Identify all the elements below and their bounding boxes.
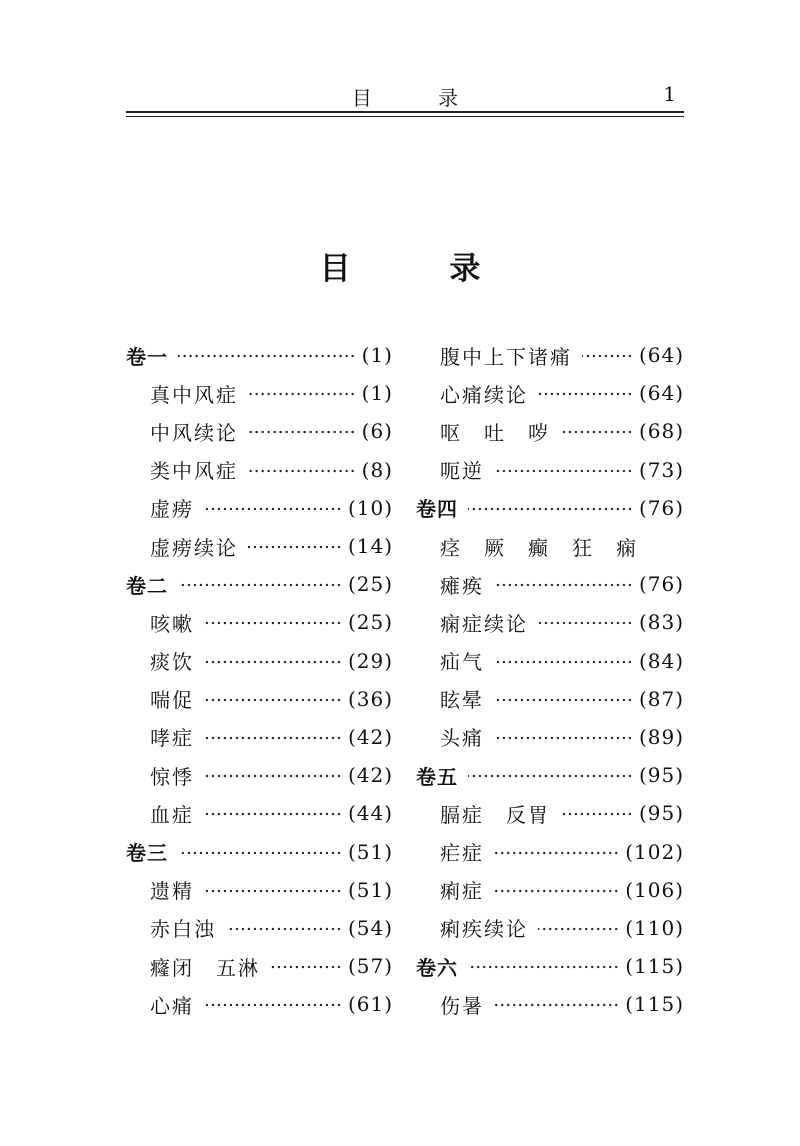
dot-leader	[248, 384, 356, 404]
dot-leader	[178, 575, 342, 595]
toc-entry[interactable]	[126, 489, 393, 527]
toc-entry-label: 眩晕	[440, 688, 484, 713]
toc-entry-label: 呕 吐 哕	[440, 420, 550, 445]
dot-leader	[178, 843, 342, 863]
toc-entry-page: (25)	[347, 610, 393, 635]
dot-leader	[468, 957, 619, 977]
toc-entry[interactable]	[416, 451, 684, 489]
toc-entry-label: 伤暑	[440, 993, 484, 1018]
toc-entry-page: (10)	[347, 495, 393, 520]
dot-leader	[560, 804, 633, 824]
toc-entry[interactable]	[416, 527, 684, 565]
dot-leader	[204, 728, 342, 748]
dot-leader	[204, 766, 342, 786]
dot-leader	[494, 843, 619, 863]
toc-entry-label: 赤白浊	[150, 917, 216, 942]
toc-entry-label: 血症	[150, 802, 194, 827]
toc-entry-page: (54)	[347, 915, 393, 940]
dot-leader	[204, 995, 342, 1015]
toc-entry[interactable]	[126, 603, 393, 641]
dot-leader	[494, 995, 619, 1015]
dot-leader	[204, 652, 342, 672]
toc-entry-label: 心痛	[150, 993, 194, 1018]
toc-entry-page: (36)	[347, 686, 393, 711]
dot-leader	[204, 499, 342, 519]
toc-column-right	[416, 336, 684, 1023]
toc-entry-page: (1)	[361, 343, 393, 368]
toc-entry-page: (42)	[347, 724, 393, 749]
toc-entry-page: (8)	[361, 457, 393, 482]
toc-entry-label: 痢症	[440, 879, 484, 904]
toc-entry-label: 卷四	[416, 497, 458, 522]
toc-entry-page: (64)	[638, 343, 684, 368]
toc-entry[interactable]	[416, 871, 684, 909]
toc-entry-page: (29)	[347, 648, 393, 673]
dot-leader	[494, 690, 633, 710]
toc-entry-page: (61)	[347, 992, 393, 1017]
running-header	[126, 82, 684, 112]
toc-entry[interactable]	[416, 832, 684, 870]
dot-leader	[560, 422, 633, 442]
dot-leader	[494, 881, 619, 901]
toc-entry-page: (1)	[361, 381, 393, 406]
toc-entry-label: 惊悸	[150, 764, 194, 789]
toc-entry-page: (95)	[638, 801, 684, 826]
toc-entry-page: (76)	[638, 495, 684, 520]
dot-leader	[204, 613, 342, 633]
toc-title: 目 录	[319, 251, 525, 287]
toc-entry[interactable]	[126, 947, 393, 985]
toc-entry-label: 腹中上下诸痛	[440, 344, 572, 369]
toc-entry[interactable]	[126, 642, 393, 680]
toc-volume-entry[interactable]	[416, 756, 684, 794]
toc-entry-label: 心痛续论	[440, 382, 528, 407]
toc-entry[interactable]	[416, 374, 684, 412]
toc-entry-page: (95)	[638, 763, 684, 788]
toc-entry[interactable]	[126, 451, 393, 489]
toc-entry[interactable]	[416, 985, 684, 1023]
toc-entry-page: (89)	[638, 724, 684, 749]
toc-entry-label: 癃闭 五淋	[150, 955, 260, 980]
toc-entry[interactable]	[416, 680, 684, 718]
toc-entry-label: 瘫痪	[440, 573, 484, 598]
running-title: 目 录	[351, 86, 489, 110]
dot-leader	[204, 804, 342, 824]
header-rule-thick	[126, 111, 684, 113]
toc-entry[interactable]	[126, 680, 393, 718]
dot-leader	[538, 613, 633, 633]
toc-entry-label: 卷一	[126, 344, 168, 369]
toc-entry-label: 痉 厥 癫 狂 痫	[440, 535, 638, 560]
toc-entry-label: 疟症	[440, 841, 484, 866]
toc-entry-label: 疝气	[440, 650, 484, 675]
toc-entry[interactable]	[126, 871, 393, 909]
toc-entry-label: 喘促	[150, 688, 194, 713]
dot-leader	[248, 461, 356, 481]
toc-entry-label: 膈症 反胃	[440, 802, 550, 827]
toc-entry-page: (42)	[347, 763, 393, 788]
toc-entry-label: 卷六	[416, 955, 458, 980]
toc-entry[interactable]	[416, 642, 684, 680]
toc-entry-label: 痫症续论	[440, 611, 528, 636]
toc-volume-entry[interactable]	[416, 489, 684, 527]
toc-entry-page: (68)	[638, 419, 684, 444]
toc-column-left	[126, 336, 393, 1023]
toc-entry-label: 真中风症	[150, 382, 238, 407]
toc-entry-page: (14)	[347, 534, 393, 559]
toc-entry-page: (106)	[625, 877, 684, 902]
header-rule-thin	[126, 116, 684, 117]
toc-entry[interactable]	[416, 794, 684, 832]
toc-entry-label: 痢疾续论	[440, 917, 528, 942]
toc-entry-page: (102)	[625, 839, 684, 864]
toc-entry-page: (51)	[347, 839, 393, 864]
dot-leader	[270, 957, 342, 977]
toc-entry[interactable]	[416, 565, 684, 603]
toc-entry-page: (84)	[638, 648, 684, 673]
dot-leader	[204, 690, 342, 710]
toc-entry[interactable]	[126, 412, 393, 450]
toc-volume-entry[interactable]	[126, 336, 393, 374]
toc-volume-entry[interactable]	[416, 947, 684, 985]
toc-entry-page: (57)	[347, 954, 393, 979]
dot-leader	[178, 346, 356, 366]
toc-entry-label: 咳嗽	[150, 611, 194, 636]
toc-entry-page: (44)	[347, 801, 393, 826]
toc-entry-label: 卷三	[126, 841, 168, 866]
toc-entry-page: (73)	[638, 457, 684, 482]
toc-entry-label: 遗精	[150, 879, 194, 904]
dot-leader	[538, 919, 619, 939]
dot-leader	[248, 537, 342, 557]
dot-leader	[494, 461, 633, 481]
toc-entry[interactable]	[126, 527, 393, 565]
toc-entry[interactable]	[416, 412, 684, 450]
toc-entry-page: (64)	[638, 381, 684, 406]
toc-entry[interactable]	[126, 374, 393, 412]
dot-leader	[204, 881, 342, 901]
toc-entry[interactable]	[416, 909, 684, 947]
toc-entry-label: 哮症	[150, 726, 194, 751]
toc-entry-label: 呃逆	[440, 459, 484, 484]
toc-entry-label: 类中风症	[150, 459, 238, 484]
toc-entry-page: (51)	[347, 877, 393, 902]
toc-entry-page: (110)	[625, 915, 684, 940]
toc-entry-page: (6)	[361, 419, 393, 444]
toc-entry[interactable]	[126, 985, 393, 1023]
dot-leader	[538, 384, 633, 404]
dot-leader	[468, 499, 633, 519]
toc-entry[interactable]	[416, 603, 684, 641]
toc-entry-page: (76)	[638, 572, 684, 597]
toc-volume-entry[interactable]	[126, 565, 393, 603]
toc-entry[interactable]	[126, 794, 393, 832]
toc-volume-entry[interactable]	[126, 832, 393, 870]
toc-entry-page: (87)	[638, 686, 684, 711]
dot-leader	[468, 766, 633, 786]
toc-entry-page: (115)	[625, 954, 684, 979]
toc-entry-label: 虚痨	[150, 497, 194, 522]
toc-entry[interactable]	[126, 756, 393, 794]
toc-entry[interactable]	[126, 909, 393, 947]
toc-entry-page: (115)	[625, 992, 684, 1017]
dot-leader	[248, 422, 356, 442]
dot-leader	[494, 728, 633, 748]
toc-entry-label: 卷五	[416, 764, 458, 789]
toc-entry[interactable]	[416, 718, 684, 756]
toc-entry-page: (25)	[347, 572, 393, 597]
toc-entry-label: 痰饮	[150, 650, 194, 675]
toc-entry-label: 虚痨续论	[150, 535, 238, 560]
toc-entry[interactable]	[416, 336, 684, 374]
toc-entry-page: (83)	[638, 610, 684, 635]
dot-leader	[226, 919, 342, 939]
toc-entry-label: 头痛	[440, 726, 484, 751]
page-number: 1	[663, 82, 676, 106]
dot-leader	[494, 575, 633, 595]
toc-entry-label: 卷二	[126, 573, 168, 598]
toc-entry-label: 中风续论	[150, 420, 238, 445]
dot-leader	[494, 652, 633, 672]
toc-entry[interactable]	[126, 718, 393, 756]
dot-leader	[582, 346, 633, 366]
